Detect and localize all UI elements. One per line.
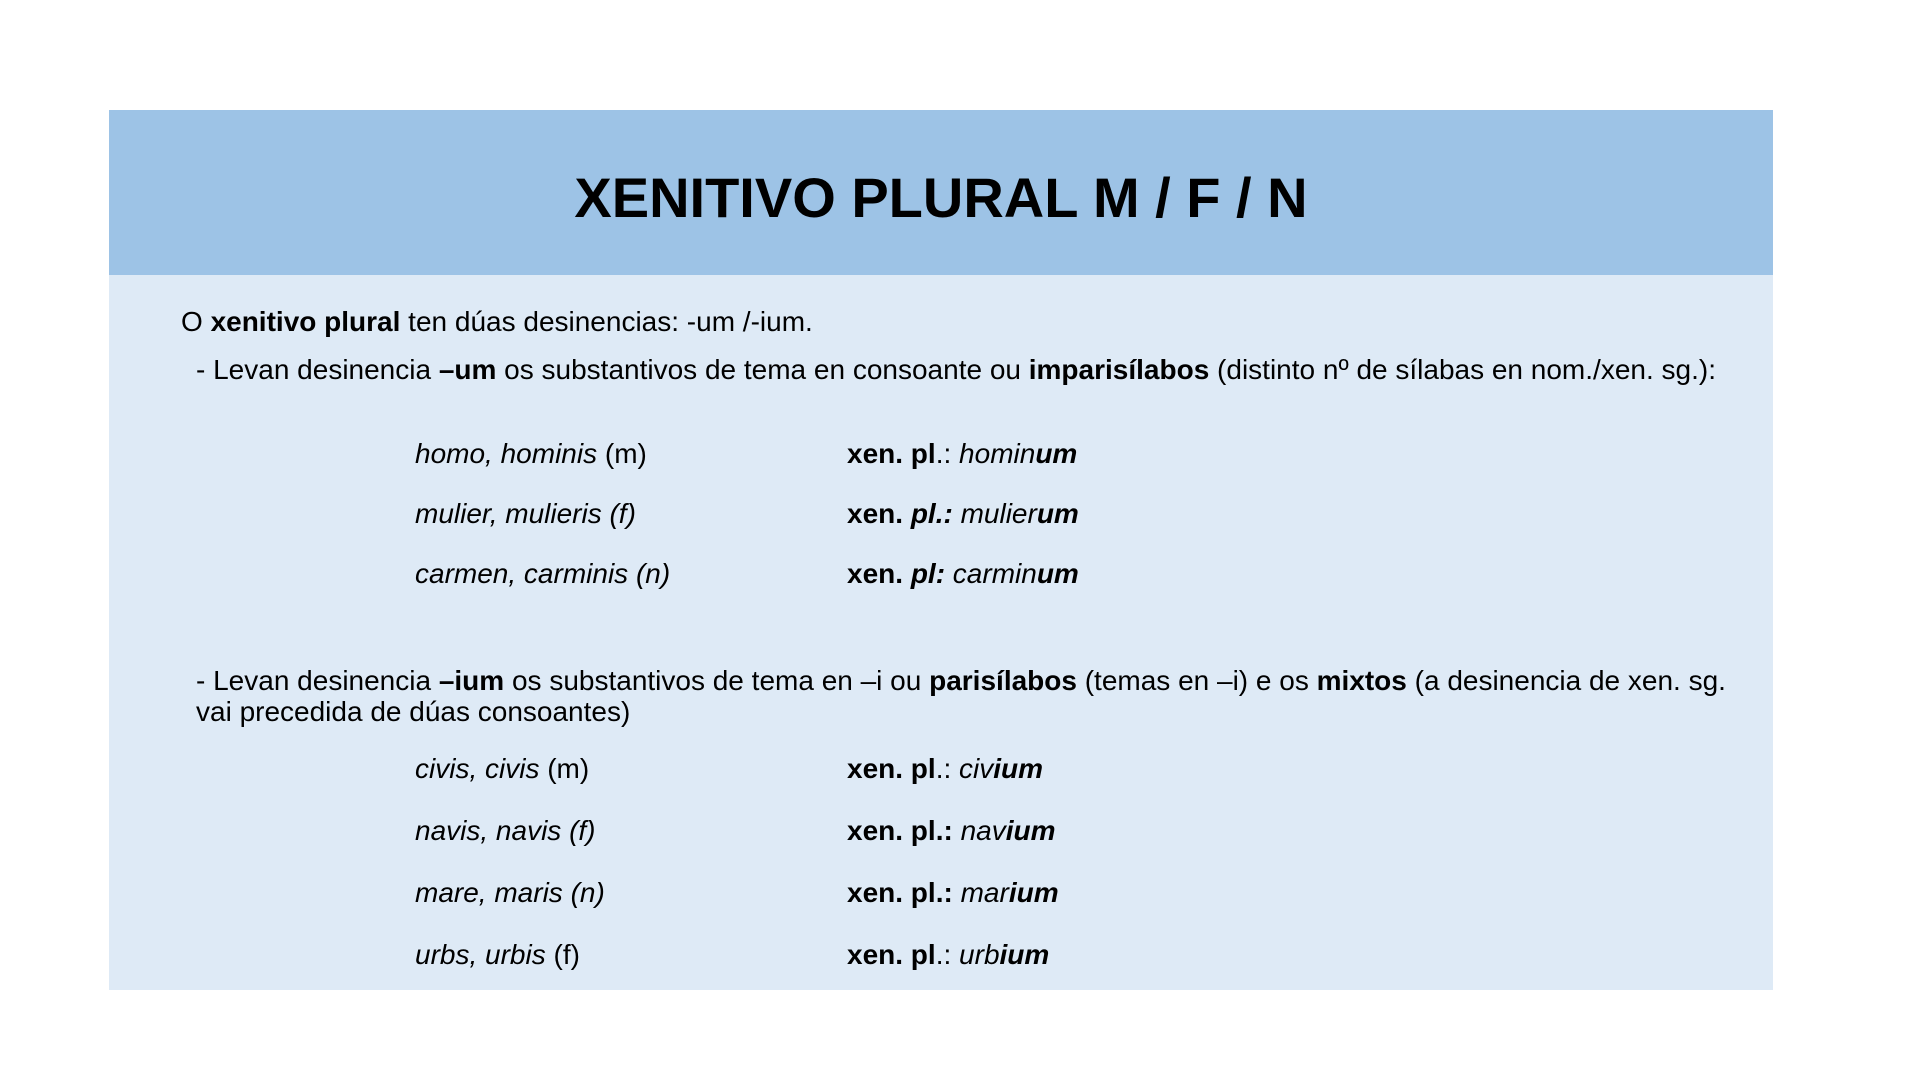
ending: um [1036,558,1079,589]
bold-term: mixtos [1316,665,1407,696]
label [953,815,961,846]
word: mare, maris (n) [415,877,605,908]
label: xen. [847,558,911,589]
slide-title: XENITIVO PLURAL M / F / N [574,166,1308,229]
example-plural [847,498,1079,529]
label: .: [935,753,960,784]
ending: ium [999,939,1050,970]
bold-term: –ium [438,665,505,696]
slide-header [109,110,1773,275]
text: O [181,306,211,337]
stem: mar [960,877,1009,908]
label: xen. [847,498,911,529]
example-plural [847,438,1077,469]
word: mulier, mulieris (f) [415,498,636,529]
word: urbs, urbis [415,939,546,970]
label: xen. pl [847,438,936,469]
example-word [415,939,580,970]
text: (a desinencia de xen. sg. vai precedida de dúas consoantes) [196,665,1726,727]
word: navis, navis (f) [415,815,596,846]
gender: (m) [539,753,590,784]
text: (distinto nº de sílabas en nom./xen. sg.): [1209,354,1716,385]
bold-term: imparisílabos [1028,354,1210,385]
example-word [415,753,589,784]
label: pl.: [910,498,953,529]
gender: (m) [597,438,647,469]
example-plural [847,877,1059,908]
label: xen. pl.: [847,815,953,846]
slide-panel [109,110,1773,990]
ending: um [1036,498,1079,529]
word: homo, hominis [415,438,598,469]
label [953,877,961,908]
intro-line [181,306,813,337]
label: .: [935,939,960,970]
text: (temas en –i) e os [1076,665,1317,696]
example-word [415,877,605,908]
stem: homin [959,438,1036,469]
stem: urb [959,939,1000,970]
example-word [415,815,596,846]
stem: carmin [945,558,1037,589]
example-word [415,558,670,589]
bold-term: parisílabos [929,665,1077,696]
gender: (f) [545,939,580,970]
label: xen. pl [847,753,936,784]
example-plural [847,753,1043,784]
label: xen. pl.: [847,877,953,908]
rule-ium [196,665,1736,727]
ending: um [1035,438,1078,469]
rule-um [196,354,1736,385]
ending: ium [993,753,1044,784]
label: pl: [910,558,946,589]
bold-term: xenitivo plural [210,306,401,337]
bold-term: –um [438,354,497,385]
word: carmen, carminis (n) [415,558,671,589]
example-plural [847,939,1049,970]
stem: mulier [952,498,1037,529]
stem: civ [959,753,994,784]
text: ten dúas desinencias: -um /-ium. [400,306,813,337]
label: xen. pl [847,939,936,970]
ending: ium [1008,877,1059,908]
example-word [415,498,636,529]
text: - Levan desinencia [196,354,439,385]
stem: nav [960,815,1006,846]
text: os substantivos de tema en consoante ou [496,354,1029,385]
ending: ium [1005,815,1056,846]
example-word [415,438,647,469]
example-plural [847,815,1056,846]
example-plural [847,558,1079,589]
label: .: [935,438,960,469]
word: civis, civis [415,753,540,784]
text: - Levan desinencia [196,665,439,696]
text: os substantivos de tema en –i ou [504,665,930,696]
